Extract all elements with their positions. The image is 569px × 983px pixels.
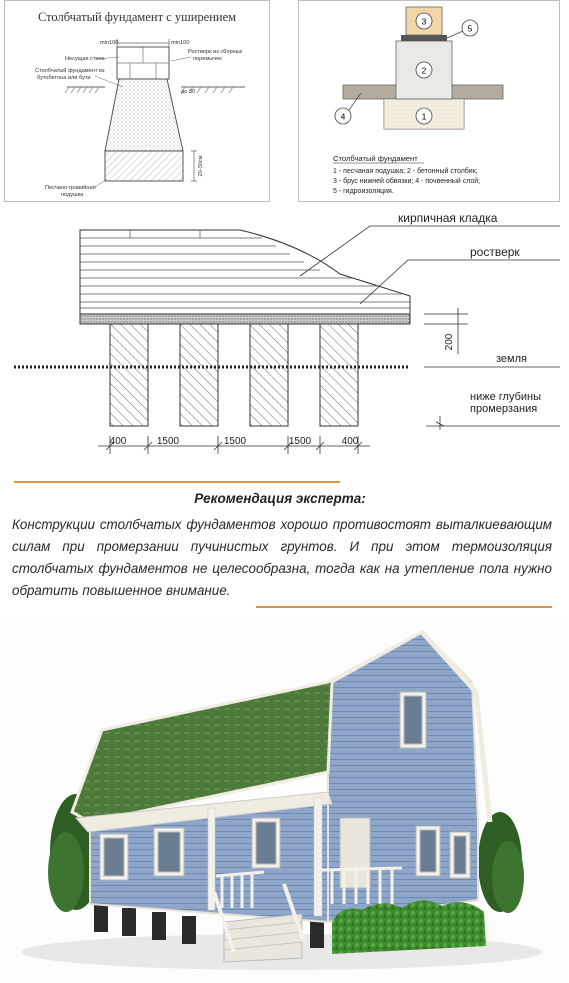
dim-400-left: 400 bbox=[109, 436, 127, 447]
dim-1500-third: 1500 bbox=[288, 436, 312, 447]
grillage-beam bbox=[80, 314, 410, 324]
label-base-line2: подушка bbox=[61, 192, 84, 198]
dim-400-right: 400 bbox=[341, 436, 359, 447]
label-base-line1: Песчано-гравийная bbox=[45, 185, 96, 191]
marker-1: 1 bbox=[421, 111, 427, 122]
bottom-accent-rule bbox=[256, 606, 552, 608]
pillar-3 bbox=[250, 324, 288, 426]
label-load-wall: Несущая стена bbox=[65, 56, 105, 62]
rubble-concrete-pillar bbox=[105, 79, 183, 151]
label-pillar-line1: Столбчатый фундамент из bbox=[35, 68, 105, 74]
widened-pillar-diagram bbox=[4, 0, 270, 202]
label-grillage: ростверк bbox=[470, 245, 520, 259]
legend-line-2: 3 - брус нижней обвязки; 4 - почвенный слой; bbox=[333, 178, 481, 185]
sand-gravel-cushion bbox=[105, 151, 183, 181]
label-slope: до 30 bbox=[181, 89, 196, 95]
marker-4: 4 bbox=[340, 111, 346, 122]
label-grillage-line1: Ростверк из сборных bbox=[188, 49, 243, 55]
label-ground: земля bbox=[496, 353, 527, 365]
advice-text: Конструкции столбчатых фундаментов хорошо противостоят выталкиевающим силам при промерзании пучинистых грунтов. И при этом термоизоляция столбчатых фундаментов не целесообразна, тогда как на утепление пола нужно обратить повышенное внимание. bbox=[12, 517, 552, 598]
advice-title: Рекомендация эксперта: bbox=[194, 491, 366, 506]
label-min100-right: min100 bbox=[171, 40, 190, 46]
legend-line-3: 5 - гидроизоляция. bbox=[333, 188, 394, 195]
diagram1-title: Столбчатый фундамент с уширением bbox=[37, 10, 237, 24]
expert-advice bbox=[10, 478, 556, 610]
marker-2: 2 bbox=[421, 65, 427, 76]
label-height-200: 200 bbox=[444, 333, 455, 351]
pillar-grillage-section bbox=[0, 204, 569, 464]
label-grillage-line2: перемычек bbox=[193, 56, 222, 62]
legend-line-1: 1 - песчаная подушка; 2 - бетонный столбик; bbox=[333, 168, 478, 175]
brick-masonry bbox=[80, 230, 410, 314]
label-freeze-line2: промерзания bbox=[470, 403, 538, 415]
pillar-layers-svg bbox=[299, 1, 559, 201]
marker-3: 3 bbox=[421, 16, 427, 27]
pillar-2 bbox=[180, 324, 218, 426]
widened-pillar-svg bbox=[5, 1, 269, 201]
porch-post-right bbox=[314, 798, 322, 916]
label-freeze-line1: ниже глубины bbox=[470, 391, 541, 403]
dim-1500-first: 1500 bbox=[156, 436, 180, 447]
label-brick-masonry: кирпичная кладка bbox=[398, 211, 498, 225]
label-cushion-height: 20-30см bbox=[198, 155, 204, 177]
house-illustration bbox=[2, 622, 565, 978]
marker-5: 5 bbox=[467, 23, 473, 34]
pillar-layers-diagram bbox=[298, 0, 560, 202]
house-svg bbox=[2, 622, 565, 978]
pillar-1 bbox=[110, 324, 148, 426]
waterproofing-layer bbox=[401, 35, 447, 41]
label-min100-left: min100 bbox=[100, 40, 119, 46]
dim-1500-second: 1500 bbox=[223, 436, 247, 447]
label-pillar-line2: бутобетона или бути bbox=[37, 75, 91, 81]
pillar-4 bbox=[320, 324, 358, 426]
legend-title: Столбчатый фундамент bbox=[333, 154, 418, 163]
